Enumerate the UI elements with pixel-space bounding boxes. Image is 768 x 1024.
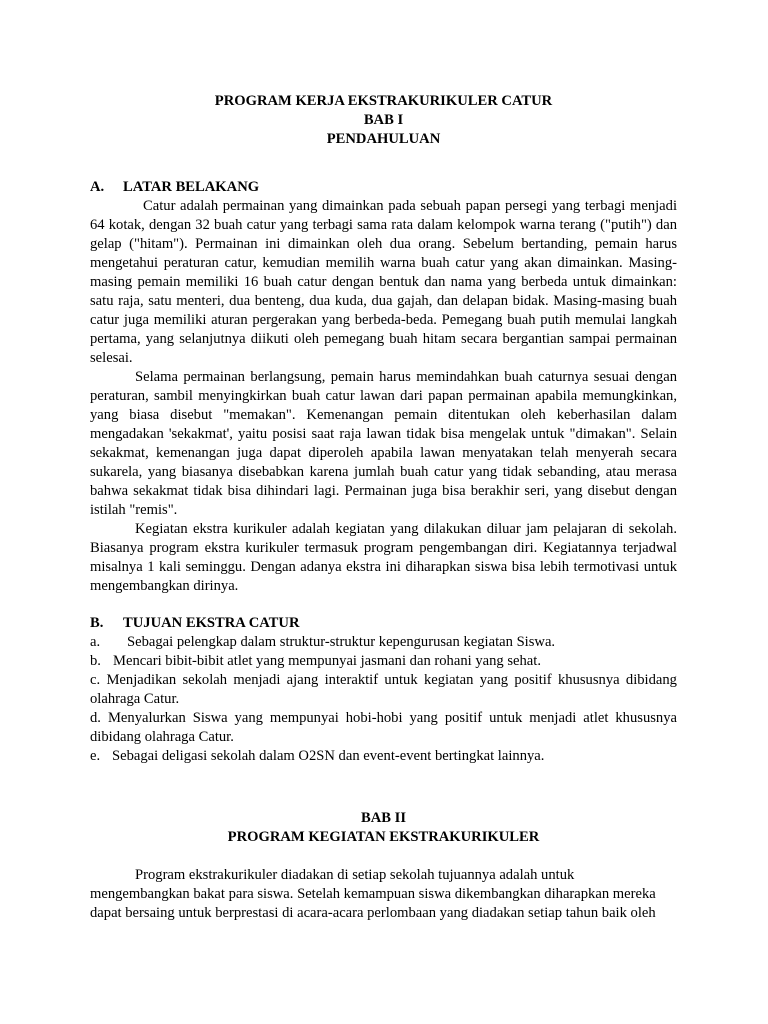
list-item — [90, 747, 677, 766]
list-marker: c. — [90, 672, 101, 688]
chapter-title: PENDAHULUAN — [326, 131, 441, 147]
chapter-title: PROGRAM KEGIATAN EKSTRAKURIKULER — [227, 829, 540, 845]
list-item — [90, 652, 677, 671]
list-text: Sebagai pelengkap dalam struktur-struktur kepengurusan kegiatan Siswa. — [127, 634, 556, 650]
list-marker: d. — [90, 710, 101, 726]
document-header — [90, 92, 677, 149]
list-marker: a. — [90, 634, 101, 650]
paragraph: Program ekstrakurikuler diadakan di setiap sekolah tujuannya adalah untuk mengembangkan bakat para siswa. Setelah kemampuan siswa dikembangkan diharapkan mereka dapat bersaing untuk berprestasi di acara-acara perlombaan yang diadakan setiap tahun baik oleh — [90, 867, 656, 921]
section-number: A. — [90, 179, 105, 195]
list-text: Mencari bibit-bibit atlet yang mempunyai jasmani dan rohani yang sehat. — [113, 653, 541, 669]
chapter-number: BAB I — [363, 112, 404, 128]
list-text: Sebagai deligasi sekolah dalam O2SN dan event-event bertingkat lainnya. — [112, 748, 545, 764]
section-heading — [90, 178, 677, 197]
list-marker: e. — [90, 748, 101, 764]
section-tujuan — [90, 614, 677, 766]
document-title: PROGRAM KERJA EKSTRAKURIKULER CATUR — [214, 93, 553, 109]
section-title: TUJUAN EKSTRA CATUR — [123, 615, 300, 631]
paragraph: Kegiatan ekstra kurikuler adalah kegiatan yang dilakukan diluar jam pelajaran di sekolah. Biasanya program ekstra kurikuler termasuk program pengembangan diri. Kegiatannya terjadwal misalnya 1 kali seminggu. Dengan adanya ekstra ini diharapkan siswa bisa lebih termotivasi untuk mengembangkan dirinya. — [90, 521, 677, 594]
section-number: B. — [90, 615, 104, 631]
list-marker: b. — [90, 653, 101, 669]
list-item — [90, 709, 677, 747]
document-body — [90, 92, 677, 923]
paragraph: Selama permainan berlangsung, pemain harus memindahkan buah caturnya sesuai dengan peraturan, sambil menyingkirkan buah catur lawan dari papan permainan apabila memungkinkan, yang biasa disebut "memakan". Kemenangan pemain ditentukan oleh keberhasilan dalam mengadakan 'sekakmat', yaitu posisi saat raja lawan tidak bisa mengelak untuk "dimakan". Selain sekakmat, kemenangan juga dapat diperoleh apabila lawan menyatakan telah menyerah secara sukarela, yang biasanya disebabkan karena jumlah buah catur yang tidak sebanding, atau merasa bahwa sekakmat tidak bisa dihindari lagi. Permainan juga bisa berakhir seri, yang disebut dengan istilah "remis". — [90, 369, 677, 518]
list-item — [90, 633, 677, 652]
chapter-number: BAB II — [360, 810, 406, 826]
section-latar-belakang — [90, 178, 677, 596]
list-text: Menjadikan sekolah menjadi ajang interaktif untuk kegiatan yang positif khususnya dibidang olahraga Catur. — [90, 672, 677, 707]
section-title: LATAR BELAKANG — [123, 179, 260, 195]
list-item — [90, 671, 677, 709]
paragraph: Catur adalah permainan yang dimainkan pada sebuah papan persegi yang terbagi menjadi 64 kotak, dengan 32 buah catur yang terbagi sama rata dalam kelompok warna terang ("putih") dan gelap ("hitam"). Permainan ini dimainkan oleh dua orang. Sebelum bertanding, pemain harus mengetahui peraturan catur, kemudian memilih warna buah catur yang akan dimainkan. Masing-masing pemain memiliki 16 buah catur dengan bentuk dan nama yang berbeda untuk dimainkan: satu raja, satu menteri, dua benteng, dua kuda, dua gajah, dan delapan bidak. Masing-masing buah catur juga memiliki aturan pergerakan yang berbeda-beda. Pemegang buah putih memulai langkah pertama, yang selanjutnya diikuti oleh pemegang buah hitam secara bergantian sampai permainan selesai. — [90, 198, 677, 366]
section-heading — [90, 614, 677, 633]
chapter-2 — [90, 809, 677, 923]
list-text: Menyalurkan Siswa yang mempunyai hobi-hobi yang positif untuk menjadi atlet khususnya dibidang olahraga Catur. — [90, 710, 677, 745]
